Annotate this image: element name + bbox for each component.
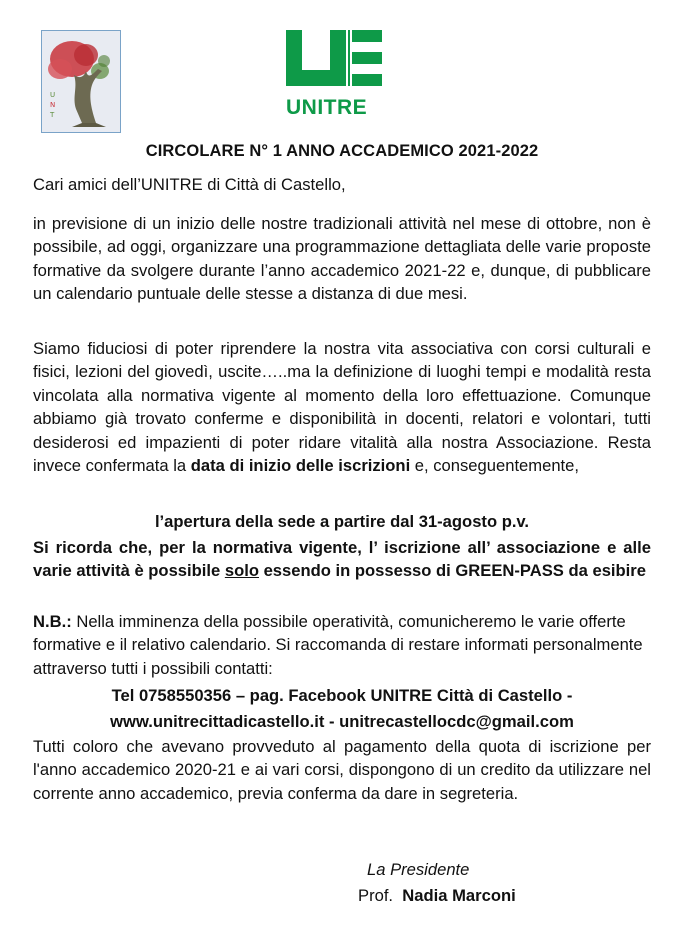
signature-prefix: Prof.: [358, 886, 394, 905]
unitre-logo: [286, 30, 382, 119]
unitre-logo-mark-icon: [286, 30, 382, 94]
contacts-web-email: www.unitrecittadicastello.it - unitrecastellocdc@gmail.com: [110, 712, 574, 731]
nb-text: Nella imminenza della possibile operatività, comunicheremo le varie offerte formative e il relativo calendario. Si raccomanda di restare informati personalmente attraverso tutti i possibili contatti:: [33, 612, 643, 678]
contacts-phone-facebook: Tel 0758550356 – pag. Facebook UNITRE Città di Castello -: [111, 686, 573, 705]
green-pass-notice-end: essendo in possesso di GREEN-PASS da esibire: [258, 561, 646, 581]
paragraph-associative-life: [33, 337, 651, 477]
paragraph-intro: in previsione di un inizio delle nostre tradizionali attività nel mese di ottobre, non è possibile, ad oggi, organizzare una programmazione dettagliata delle varie proposte formative da svolgere durante l’anno accademico 2021-22 e, dunque, di pubblicare un calendario puntuale delle stesse a distanza di due mesi.: [33, 214, 651, 304]
green-pass-notice: [33, 536, 651, 583]
registration-start-date-emphasis: data di inizio delle iscrizioni: [190, 456, 411, 476]
svg-text:N: N: [50, 101, 56, 109]
credit-paragraph: Tutti coloro che avevano provveduto al pagamento della quota di iscrizione per l'anno accademico 2020-21 e ai vari corsi, dispongono di un credito da utilizzare nel corrente anno accademico, previa conferma da dare in segreteria.: [33, 737, 651, 803]
green-pass-only-underlined: solo: [224, 561, 259, 581]
green-pass-notice-text: Si ricorda che, per la normativa vigente, l’ iscrizione all’ associazione e alle varie attività è possibile: [33, 538, 651, 581]
svg-text:T: T: [50, 111, 55, 119]
svg-text:U: U: [50, 91, 56, 99]
greeting: Cari amici dell’UNITRE di Città di Castello,: [33, 175, 346, 194]
office-opening-line: l’apertura della sede a partire dal 31-agosto p.v.: [154, 512, 530, 531]
nb-label: N.B.:: [33, 612, 72, 631]
circular-title: CIRCOLARE N° 1 ANNO ACCADEMICO 2021-2022: [145, 142, 539, 160]
signature-role: La Presidente: [367, 860, 470, 879]
signature-name: Nadia Marconi: [402, 886, 516, 905]
nb-paragraph: [33, 610, 651, 680]
tree-illustration: [41, 30, 121, 133]
paragraph-associative-life-text: Siamo fiduciosi di poter riprendere la nostra vita associativa con corsi culturali e fisici, lezioni del giovedì, uscite…..ma la definizione di luoghi tempi e modalità resta vincolata alla normativa vigente al momento della loro effettuazione. Comunque abbiamo già trovato conferme e disponibilità in docenti, relatori e volontari, tutti desiderosi ed impazienti di poter ridare vitalità alla nostra Associazione. Resta invece confermata la: [33, 339, 651, 476]
unitre-logo-text: UNITRE: [286, 96, 368, 119]
paragraph-associative-life-end: e, conseguentemente,: [410, 456, 580, 476]
signature-name-line: [358, 886, 516, 906]
tree-icon: [42, 31, 120, 132]
